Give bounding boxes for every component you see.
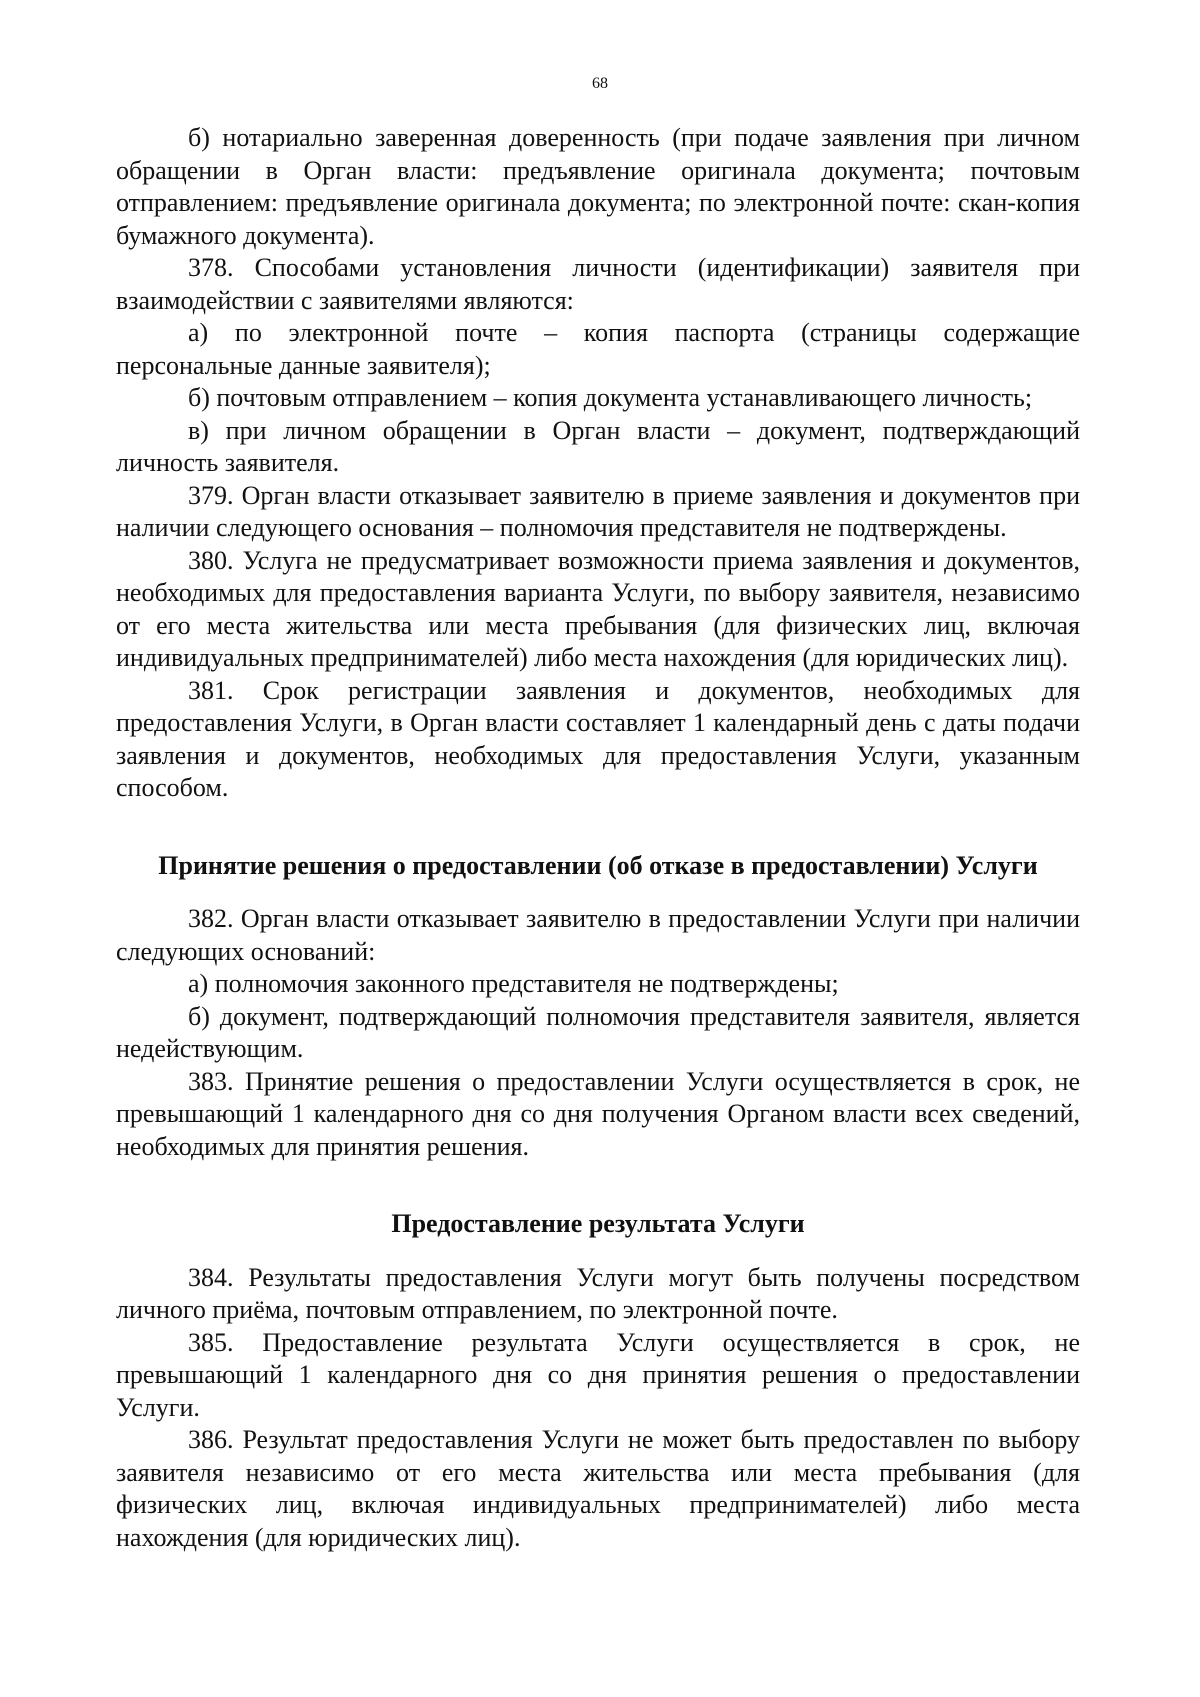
paragraph-382-b: б) документ, подтверждающий полномочия представителя заявителя, является недействующим. — [116, 1001, 1080, 1063]
paragraph-383: 383. Принятие решения о предоставлении Услуги осуществляется в срок, не превышающий 1 календарного дня со дня получения Органом власти всех сведений, необходимых для принятия решения. — [116, 1066, 1080, 1161]
paragraph-384: 384. Результаты предоставления Услуги могут быть получены посредством личного приёма, почтовым отправлением, по электронной почте. — [116, 1262, 1080, 1324]
document-body — [116, 122, 1080, 1554]
paragraph-378-a: а) по электронной почте – копия паспорта (страницы содержащие персональные данные заявителя); — [116, 318, 1080, 380]
paragraph-378: 378. Способами установления личности (идентификации) заявителя при взаимодействии с заявителями являются: — [116, 253, 1080, 315]
paragraph-386: 386. Результат предоставления Услуги не может быть предоставлен по выбору заявителя независимо от его места жительства или места пребывания (для физических лиц, включая индивидуальных предпринимателей) либо места нахождения (для юридических лиц). — [116, 1425, 1080, 1552]
paragraph-379: 379. Орган власти отказывает заявителю в приеме заявления и документов при наличии следующего основания – полномочия представителя не подтверждены. — [116, 480, 1080, 542]
paragraph-378-c: в) при личном обращении в Орган власти – документ, подтверждающий личность заявителя. — [116, 415, 1080, 477]
paragraph-378-b: б) почтовым отправлением – копия документа устанавливающего личность; — [188, 383, 1033, 412]
page-number: 68 — [592, 75, 608, 92]
paragraph-notarized-power-of-attorney: б) нотариально заверенная доверенность (при подаче заявления при личном обращении в Орган власти: предъявление оригинала документа; почтовым отправлением: предъявление оригинала документа; по электронной почте: скан-копия бумажного документа). — [116, 123, 1080, 250]
paragraph-382-a: а) полномочия законного представителя не подтверждены; — [188, 969, 839, 998]
section-heading-result: Предоставление результата Услуги — [391, 1209, 805, 1238]
section-heading-decision: Принятие решения о предоставлении (об отказе в предоставлении) Услуги — [158, 850, 1038, 880]
paragraph-382: 382. Орган власти отказывает заявителю в предоставлении Услуги при наличии следующих оснований: — [116, 904, 1080, 966]
paragraph-385: 385. Предоставление результата Услуги осуществляется в срок, не превышающий 1 календарного дня со дня принятия решения о предоставлении Услуги. — [116, 1327, 1080, 1422]
paragraph-380: 380. Услуга не предусматривает возможности приема заявления и документов, необходимых для предоставления варианта Услуги, по выбору заявителя, независимо от его места жительства или места пребывания (для физических лиц, включая индивидуальных предпринимателей) либо места нахождения (для юридических лиц). — [116, 545, 1080, 672]
paragraph-381: 381. Срок регистрации заявления и документов, необходимых для предоставления Услуги, в Орган власти составляет 1 календарный день с даты подачи заявления и документов, необходимых для предоставления Услуги, указанным способом. — [116, 675, 1080, 802]
